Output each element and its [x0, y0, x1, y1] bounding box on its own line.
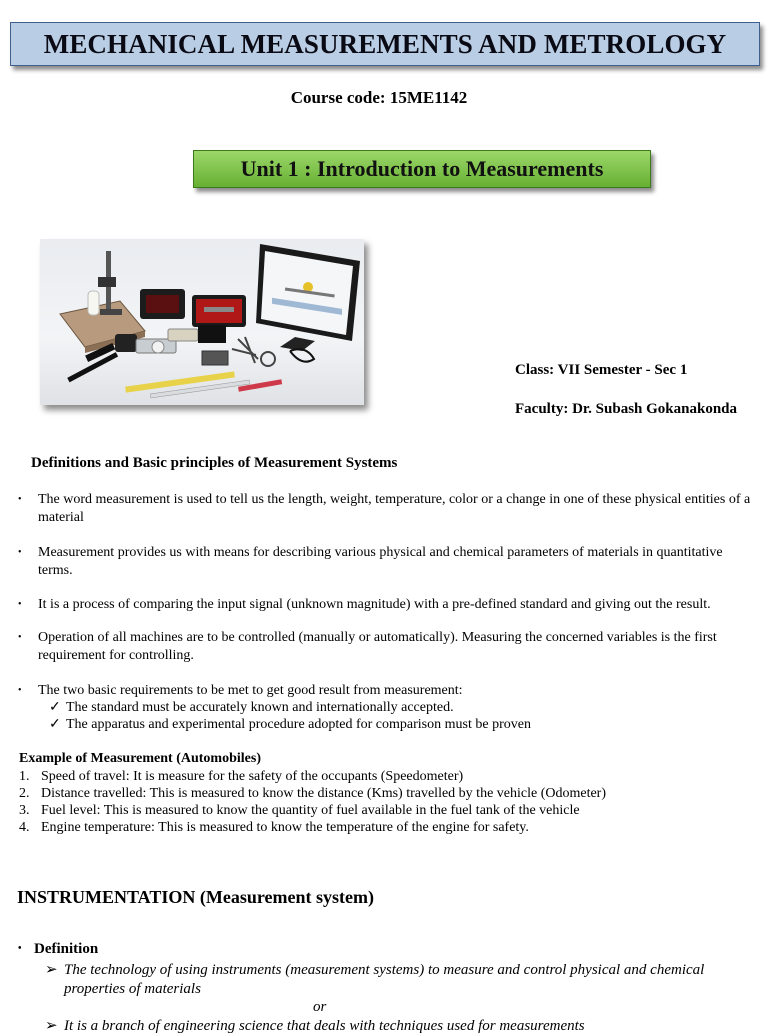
list-item	[19, 802, 580, 819]
unit-title: Unit 1 : Introduction to Measurements	[193, 150, 651, 188]
example-heading: Example of Measurement (Automobiles)	[19, 751, 261, 766]
bullet-icon: •	[18, 685, 22, 696]
list-item	[19, 819, 529, 836]
list-item	[18, 682, 753, 700]
course-code: Course code: 15ME1142	[290, 88, 468, 107]
list-item	[18, 491, 753, 527]
definition-item	[45, 1017, 745, 1036]
item-number: 1.	[19, 769, 30, 784]
bullet-text: The two basic requirements to be met to get good result from measurement:	[38, 683, 463, 698]
arrow-icon: ➢	[45, 962, 58, 978]
definition-item	[45, 961, 745, 999]
definition-text: The technology of using instruments (measurement systems) to measure and control physical and chemical properties of materials	[64, 962, 705, 997]
bullet-icon: •	[18, 547, 22, 558]
list-item	[19, 785, 606, 802]
item-number: 2.	[19, 786, 30, 801]
arrow-icon: ➢	[45, 1018, 58, 1034]
definition-label	[18, 941, 98, 958]
instruments-illustration	[40, 239, 364, 405]
bullet-icon: •	[18, 632, 22, 643]
list-item	[18, 629, 753, 665]
bullet-text: The word measurement is used to tell us the length, weight, temperature, color or a change in one of these physical entities of a material	[38, 492, 751, 525]
item-number: 3.	[19, 803, 30, 818]
check-icon: ✓	[49, 700, 61, 715]
class-info: Class: VII Semester - Sec 1	[515, 362, 688, 378]
list-item	[18, 596, 753, 614]
item-text: Engine temperature: This is measured to know the temperature of the engine for safety.	[41, 820, 529, 835]
list-item	[19, 768, 463, 785]
definition-label-text: Definition	[34, 941, 99, 957]
requirement-item	[49, 699, 454, 716]
requirement-text: The standard must be accurately known and internationally accepted.	[66, 700, 454, 715]
definitions-heading: Definitions and Basic principles of Measurement Systems	[31, 455, 398, 471]
requirement-text: The apparatus and experimental procedure adopted for comparison must be proven	[66, 717, 531, 732]
measurement-instruments-photo	[40, 239, 364, 405]
item-text: Speed of travel: It is measure for the safety of the occupants (Speedometer)	[41, 769, 464, 784]
bullet-icon: •	[18, 494, 22, 505]
instrumentation-heading: INSTRUMENTATION (Measurement system)	[17, 887, 374, 907]
bullet-icon: •	[18, 599, 22, 610]
definition-text: It is a branch of engineering science that deals with techniques used for measurements	[64, 1018, 585, 1034]
or-separator: or	[313, 999, 327, 1015]
check-icon: ✓	[49, 717, 61, 732]
list-item	[18, 544, 753, 580]
bullet-text: Operation of all machines are to be controlled (manually or automatically). Measuring the concerned variables is the first requirement for controlling.	[38, 630, 717, 663]
page-title: MECHANICAL MEASUREMENTS AND METROLOGY	[10, 22, 760, 66]
item-text: Fuel level: This is measured to know the quantity of fuel available in the fuel tank of the vehicle	[41, 803, 580, 818]
requirement-item	[49, 716, 531, 733]
bullet-icon: •	[18, 943, 22, 954]
item-text: Distance travelled: This is measured to know the distance (Kms) travelled by the vehicle (Odometer)	[41, 786, 607, 801]
faculty-info: Faculty: Dr. Subash Gokanakonda	[515, 401, 738, 417]
bullet-text: It is a process of comparing the input signal (unknown magnitude) with a pre-defined standard and giving out the result.	[38, 597, 711, 612]
bullet-text: Measurement provides us with means for describing various physical and chemical parameters of materials in quantitative terms.	[38, 545, 723, 578]
item-number: 4.	[19, 820, 30, 835]
